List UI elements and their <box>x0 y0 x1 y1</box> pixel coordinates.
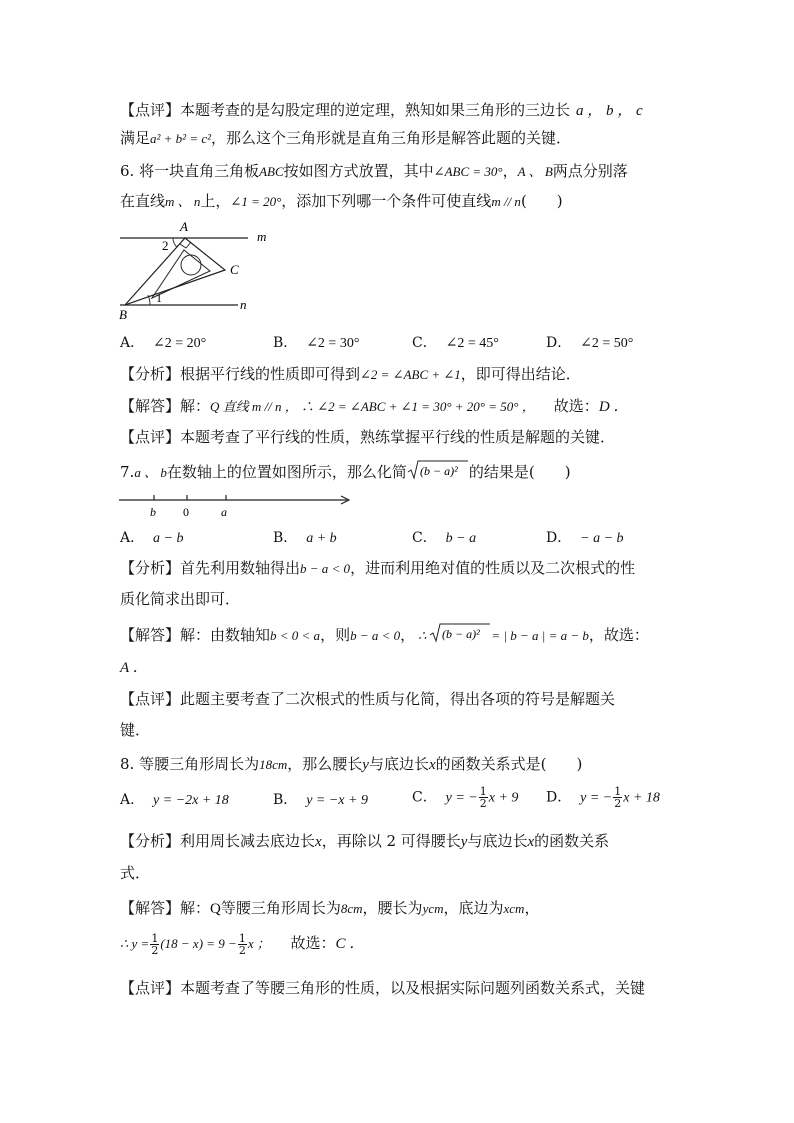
review-8 <box>120 977 690 999</box>
because-symbol: Q <box>210 901 221 917</box>
q8-y: y <box>362 757 369 773</box>
option-letter: D． <box>546 530 572 546</box>
q6-option-a <box>120 333 206 354</box>
q7-option-b <box>273 528 337 549</box>
solution-7-text2: ，则 <box>320 626 351 644</box>
analysis-8-x: x <box>315 834 322 850</box>
solution-8-comma: ， <box>524 899 540 917</box>
q6-text1: 6. 将一块直角三角板 <box>120 162 260 180</box>
fraction-half <box>479 786 488 809</box>
analysis-8-text: 【分析】利用周长减去底边长 <box>120 832 316 850</box>
option-expr: a − b <box>153 531 184 546</box>
analysis-8-text2: ，再除以 2 可得腰长 <box>321 832 461 850</box>
figure-q6 <box>110 218 280 323</box>
q7-radical <box>407 459 469 487</box>
q6-abc: ABC <box>259 164 284 179</box>
review-7-text2: 键． <box>120 721 151 739</box>
option-expr: − a − b <box>580 531 624 546</box>
solution-8-leg: ycm <box>422 901 444 916</box>
option-letter: B． <box>273 530 298 546</box>
option-expr: ∠2 = 45° <box>445 336 499 351</box>
analysis-6-text2: ，即可得出结论． <box>460 365 581 383</box>
option-expr-tail: x + 18 <box>623 790 660 806</box>
option-expr: y = − <box>580 790 613 806</box>
review-8-text: 【点评】本题考查了等腰三角形的性质，以及根据实际问题列函数关系式，关键 <box>120 979 646 997</box>
radical-icon <box>429 622 491 644</box>
solution-6 <box>120 395 690 418</box>
option-expr-tail: x + 9 <box>488 790 519 806</box>
q6-text2: 按如图方式放置，其中 <box>283 162 434 180</box>
q6-text4: 在直线 <box>120 192 166 210</box>
analysis-7-text2: ，进而利用绝对值的性质以及二次根式的性 <box>350 559 636 577</box>
solution-8-text2: 等腰三角形周长为 <box>220 899 341 917</box>
q8-option-b <box>273 790 368 811</box>
solution-6-choose: 故选： <box>553 397 599 415</box>
option-expr: ∠2 = 20° <box>153 336 207 351</box>
q8-perimeter: 18cm <box>259 757 288 772</box>
q8-text: 8. 等腰三角形周长为 <box>120 755 260 773</box>
label-2: 2 <box>162 238 169 253</box>
solution-7-radical <box>429 622 491 650</box>
analysis-7-text: 【分析】首先利用数轴得出 <box>120 559 301 577</box>
option-letter: A． <box>120 792 145 808</box>
option-letter: C． <box>412 789 437 806</box>
q6-blank: ( ) <box>520 192 563 210</box>
question-8 <box>120 753 690 776</box>
analysis-8-line2 <box>120 862 690 884</box>
q8-text2: ，那么腰长 <box>287 755 363 773</box>
q7-text2: 的结果是( ) <box>468 463 571 481</box>
q8-option-d <box>546 786 660 809</box>
fraction-half <box>150 933 159 956</box>
analysis-8-y: y <box>460 834 468 850</box>
radical-icon <box>407 459 469 481</box>
solution-7-text: 【解答】解：由数轴知 <box>120 626 271 644</box>
analysis-7-text3: 质化简求出即可． <box>120 590 241 608</box>
solution-8-choose: 故选： <box>290 934 336 952</box>
solution-8-eq3: x ； <box>247 936 270 951</box>
tick-0: 0 <box>183 505 189 519</box>
question-6-line1 <box>120 160 690 183</box>
review-5-text2: 满足 <box>120 129 151 147</box>
solution-7-eq2: b − a < 0 <box>350 628 401 643</box>
option-letter: D． <box>546 335 572 351</box>
solution-8-answer: C ． <box>335 936 365 952</box>
solution-6-eq: Q 直线 m // n ， ∴ ∠2 = ∠ABC + ∠1 = 30° + 20° = 50° ， <box>210 399 535 414</box>
q6-text5: 上， <box>200 192 231 210</box>
review-7-line2 <box>120 719 690 741</box>
solution-7-comma: ， <box>400 626 416 644</box>
fraction-half <box>613 786 622 809</box>
label-1: 1 <box>156 291 162 305</box>
fraction-numerator: 1 <box>151 932 159 945</box>
review-6-text: 【点评】本题考查了平行线的性质，熟练掌握平行线的性质是解题的关键． <box>120 428 616 446</box>
q6-lines-mn: m 、 n <box>165 194 201 209</box>
therefore-symbol: ∴ <box>418 628 427 643</box>
analysis-8-text5: 式． <box>120 864 151 882</box>
fraction-denominator: 2 <box>479 797 487 810</box>
solution-7-answer: A ． <box>120 660 148 676</box>
q8-option-c <box>412 786 518 809</box>
solution-8-line1 <box>120 897 690 920</box>
q8-option-a <box>120 790 229 811</box>
q6-parallel: m // n <box>491 194 521 209</box>
fraction-numerator: 1 <box>238 932 246 945</box>
solution-7-choose: ，故选： <box>588 626 649 644</box>
fraction-denominator: 2 <box>614 797 622 810</box>
q6-angle: ∠ABC = 30° <box>433 164 503 179</box>
fraction-denominator: 2 <box>151 944 159 957</box>
solution-8-text: 【解答】解： <box>120 899 211 917</box>
solution-8-text3: ，腰长为 <box>362 899 423 917</box>
fraction-half <box>238 933 247 956</box>
q7-option-d <box>546 528 624 549</box>
option-letter: C． <box>412 530 437 546</box>
option-expr: y = − <box>445 790 478 806</box>
review-6 <box>120 426 690 448</box>
solution-8-line2 <box>120 932 690 956</box>
angle-2-arc <box>173 238 177 247</box>
option-expr: ∠2 = 50° <box>580 336 634 351</box>
analysis-8-text4: 的函数关系 <box>534 832 610 850</box>
q7-number: 7. <box>120 463 135 481</box>
q6-points: A 、 B <box>517 164 553 179</box>
analysis-8-x2: x <box>527 834 535 850</box>
label-n: n <box>240 297 247 312</box>
solution-8-eq: ∴ y = <box>120 936 150 951</box>
analysis-8-line1 <box>120 830 690 853</box>
solution-8-text4: ，底边为 <box>443 899 504 917</box>
tick-a: a <box>221 505 227 519</box>
pythagoras-equation: a² + b² = c² <box>150 131 212 146</box>
option-letter: A． <box>120 530 145 546</box>
review-5-vars: a ， b ， c <box>576 103 643 119</box>
review-7-line1 <box>120 688 690 710</box>
q6-angle1: ∠1 = 20° <box>230 194 282 209</box>
q7-option-a <box>120 528 183 549</box>
q6-text6: ，添加下列哪一个条件可使直线 <box>281 192 492 210</box>
review-5-text: 【点评】本题考查的是勾股定理的逆定理，熟知如果三角形的三边长 <box>120 101 571 119</box>
solution-7-radicand: (b − a)² <box>442 627 481 641</box>
analysis-6-eq: ∠2 = ∠ABC + ∠1 <box>360 367 461 382</box>
solution-6-text: 【解答】解： <box>120 397 211 415</box>
q6-option-c <box>412 333 499 354</box>
analysis-7-line1 <box>120 557 690 580</box>
option-expr: ∠2 = 30° <box>306 336 360 351</box>
review-5-text3: ，那么这个三角形就是直角三角形是解答此题的关键． <box>211 129 572 147</box>
solution-8-eq2: (18 − x) = 9 − <box>160 936 237 951</box>
fraction-numerator: 1 <box>479 785 487 798</box>
triangle-hole <box>181 255 201 275</box>
q6-comma: ， <box>502 162 518 180</box>
analysis-8-text3: 与底边长 <box>467 832 528 850</box>
q8-text4: 的函数关系式是( ) <box>435 755 583 773</box>
review-5-line2 <box>120 127 690 150</box>
option-letter: B． <box>273 792 298 808</box>
analysis-6-text: 【分析】根据平行线的性质即可得到 <box>120 365 361 383</box>
q7-text: 在数轴上的位置如图所示，那么化简 <box>166 463 407 481</box>
q6-text3: 两点分别落 <box>552 162 628 180</box>
number-line <box>115 490 355 520</box>
label-m: m <box>257 229 267 244</box>
solution-7-line1 <box>120 622 690 650</box>
option-letter: D． <box>546 789 572 806</box>
review-7-text: 【点评】此题主要考查了二次根式的性质与化简，得出各项的符号是解题关 <box>120 690 616 708</box>
fraction-numerator: 1 <box>614 785 622 798</box>
option-expr: y = −x + 9 <box>306 793 368 808</box>
solution-7-eq1: b < 0 < a <box>270 628 321 643</box>
tick-b: b <box>150 505 156 519</box>
option-expr: a + b <box>306 531 337 546</box>
solution-8-perimeter: 8cm <box>340 901 363 916</box>
option-expr: b − a <box>445 531 477 546</box>
solution-8-base: xcm <box>503 901 525 916</box>
q7-radicand: (b − a)² <box>419 464 458 478</box>
q6-option-d <box>546 333 633 354</box>
solution-6-answer: D ． <box>598 399 629 415</box>
q7-vars: a 、 b <box>134 465 167 480</box>
option-letter: B． <box>273 335 298 351</box>
label-A: A <box>180 219 188 234</box>
analysis-7-line2 <box>120 588 690 610</box>
analysis-6 <box>120 363 690 386</box>
option-letter: A． <box>120 335 145 351</box>
q7-option-c <box>412 528 476 549</box>
option-letter: C． <box>412 335 437 351</box>
q8-x: x <box>428 757 436 773</box>
question-6-line2 <box>120 190 690 213</box>
solution-7-line2 <box>120 656 690 679</box>
label-C: C <box>230 262 239 277</box>
right-angle-mark <box>180 242 191 248</box>
review-5-line1 <box>120 99 690 122</box>
q6-option-b <box>273 333 359 354</box>
question-7 <box>120 459 690 487</box>
analysis-7-eq: b − a < 0 <box>300 561 351 576</box>
fraction-denominator: 2 <box>238 944 246 957</box>
label-B: B <box>119 307 127 322</box>
solution-7-eq3: = | b − a | = a − b <box>491 628 589 643</box>
q8-text3: 与底边长 <box>368 755 429 773</box>
option-expr: y = −2x + 18 <box>153 793 229 808</box>
